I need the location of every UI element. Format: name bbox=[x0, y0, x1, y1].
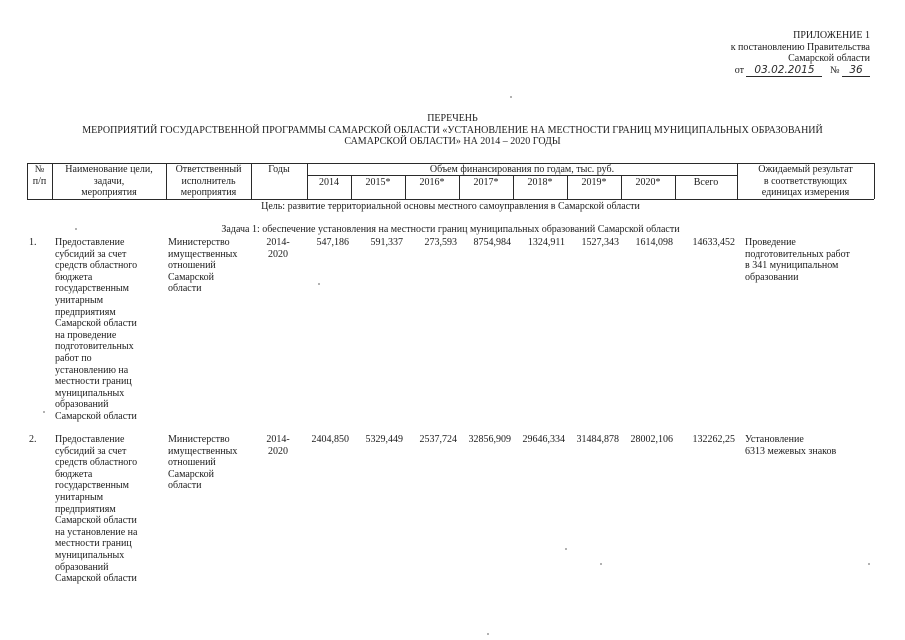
header-year-2016: 2016* bbox=[419, 177, 445, 188]
header-years: Годы bbox=[268, 164, 290, 175]
header-year-2015: 2015* bbox=[365, 177, 391, 188]
value-2018: 1324,911 bbox=[527, 237, 565, 248]
header-year-2017: 2017* bbox=[473, 177, 499, 188]
appendix-date-line bbox=[700, 65, 870, 78]
row-executor: Министерство имущественных отношений Самарской области bbox=[168, 237, 238, 295]
header-funding: Объем финансирования по годам, тыс. руб. bbox=[429, 164, 615, 175]
value-2018: 29646,334 bbox=[522, 434, 565, 445]
header-year-2018: 2018* bbox=[527, 177, 553, 188]
scan-speck bbox=[318, 283, 320, 285]
handwritten-date: 03.02.2015 bbox=[746, 65, 822, 78]
value-2014: 547,186 bbox=[316, 237, 349, 248]
scan-speck bbox=[510, 96, 512, 98]
scan-speck bbox=[43, 411, 45, 413]
value-2014: 2404,850 bbox=[311, 434, 349, 445]
goal-text: Цель: развитие территориальной основы местного самоуправления в Самарской области bbox=[261, 201, 640, 212]
header-name: Наименование цели, задачи, мероприятия bbox=[65, 164, 153, 199]
appendix-title: ПРИЛОЖЕНИЕ 1 bbox=[793, 30, 870, 41]
scan-speck bbox=[565, 548, 567, 550]
header-executor: Ответственный исполнитель мероприятия bbox=[175, 164, 242, 199]
scan-speck bbox=[868, 563, 870, 565]
row-result: Проведение подготовительных работ в 341 муниципальном образовании bbox=[745, 237, 850, 283]
header-year-2014: 2014 bbox=[319, 177, 339, 188]
value-2016: 2537,724 bbox=[419, 434, 457, 445]
value-2017: 8754,984 bbox=[473, 237, 511, 248]
from-label: от bbox=[734, 64, 744, 76]
header-result: Ожидаемый результат в соответствующих единицах измерения bbox=[758, 164, 853, 199]
value-total: 132262,25 bbox=[692, 434, 735, 445]
appendix-block bbox=[700, 30, 870, 77]
document-subtitle-line-2: САМАРСКОЙ ОБЛАСТИ» НА 2014 – 2020 ГОДЫ bbox=[344, 136, 561, 147]
scan-speck bbox=[600, 563, 602, 565]
value-total: 14633,452 bbox=[692, 237, 735, 248]
value-2020: 1614,098 bbox=[635, 237, 673, 248]
task-text: Задача 1: обеспечение установления на местности границ муниципальных образований Самарской области bbox=[221, 224, 680, 235]
scan-speck bbox=[75, 228, 77, 230]
row-number: 2. bbox=[29, 434, 37, 445]
document-subtitle-line-1: МЕРОПРИЯТИЙ ГОСУДАРСТВЕННОЙ ПРОГРАММЫ САМАРСКОЙ ОБЛАСТИ «УСТАНОВЛЕНИЕ НА МЕСТНОСТИ ГРАНИЦ МУНИЦИПАЛЬНЫХ ОБРАЗОВАНИЙ bbox=[82, 124, 823, 136]
row-name: Предоставление субсидий за счет средств областного бюджета государственным унитарным предприятиям Самарской области на установление на местности границ муниципальных образований Самарской области bbox=[55, 434, 138, 585]
scan-speck bbox=[487, 633, 489, 635]
document-title: ПЕРЕЧЕНЬ bbox=[427, 113, 478, 124]
number-label: № bbox=[829, 64, 840, 76]
header-total: Всего bbox=[693, 177, 719, 188]
row-years: 2014- 2020 bbox=[266, 237, 290, 260]
row-result: Установление 6313 межевых знаков bbox=[745, 434, 837, 457]
value-2020: 28002,106 bbox=[630, 434, 673, 445]
row-name: Предоставление субсидий за счет средств областного бюджета государственным унитарным предприятиям Самарской области на проведение подготовительных работ по установлению на местности границ муниципальных образований Самарской области bbox=[55, 237, 138, 422]
row-number: 1. bbox=[29, 237, 37, 248]
handwritten-number: 36 bbox=[842, 65, 870, 78]
value-2019: 31484,878 bbox=[576, 434, 619, 445]
value-2017: 32856,909 bbox=[468, 434, 511, 445]
row-years: 2014- 2020 bbox=[266, 434, 290, 457]
appendix-line-1: к постановлению Правительства bbox=[730, 41, 870, 53]
header-num: № п/п bbox=[32, 164, 47, 187]
header-year-2020: 2020* bbox=[635, 177, 661, 188]
value-2016: 273,593 bbox=[424, 237, 457, 248]
header-year-2019: 2019* bbox=[581, 177, 607, 188]
document-title-block bbox=[20, 113, 885, 148]
row-executor: Министерство имущественных отношений Самарской области bbox=[168, 434, 238, 492]
appendix-line-2: Самарской области bbox=[788, 53, 870, 64]
value-2015: 5329,449 bbox=[365, 434, 403, 445]
value-2015: 591,337 bbox=[370, 237, 403, 248]
value-2019: 1527,343 bbox=[581, 237, 619, 248]
